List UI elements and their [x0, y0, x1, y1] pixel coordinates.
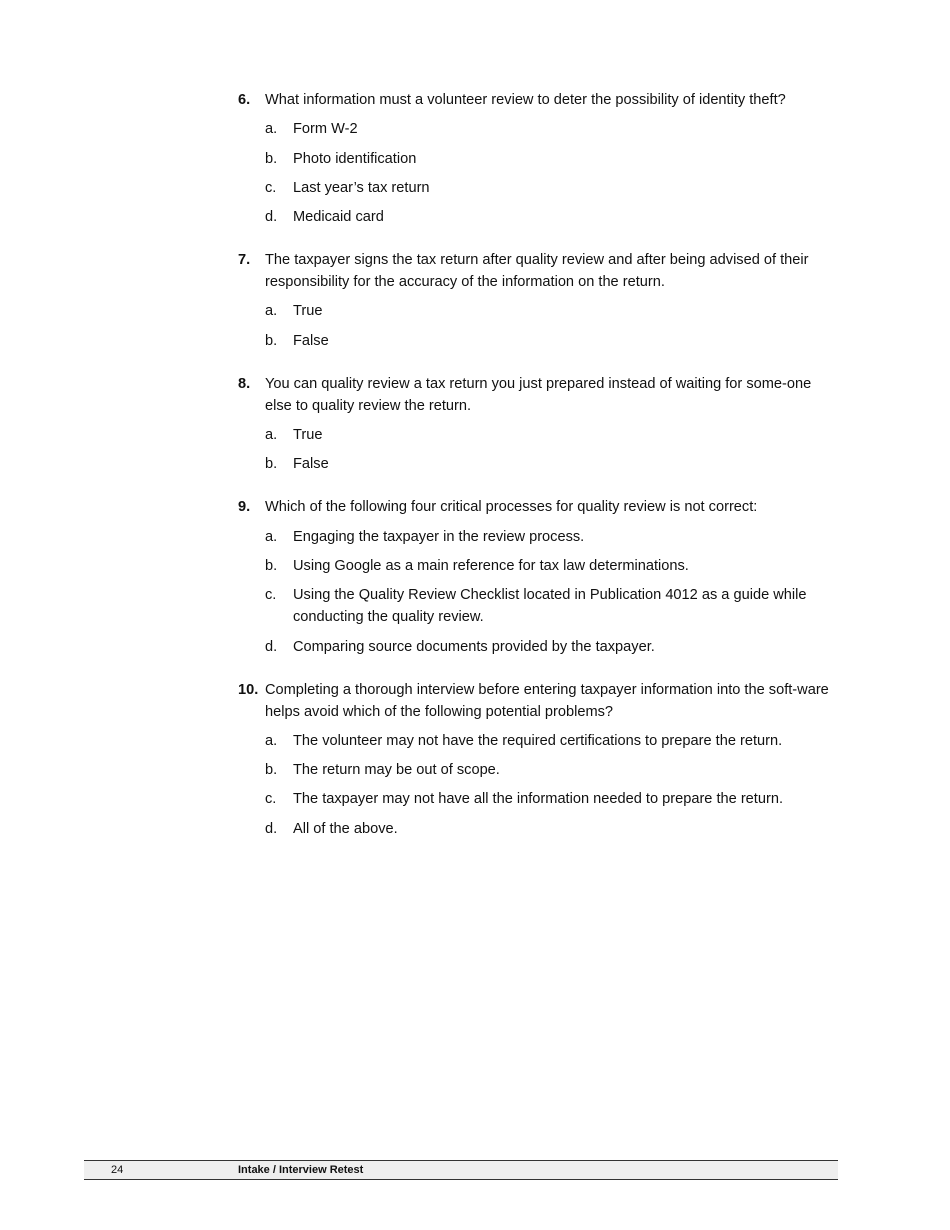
option-text: Medicaid card [293, 209, 384, 226]
answer-option [238, 584, 838, 628]
option-letter: c. [265, 179, 277, 196]
option-text: False [293, 456, 329, 473]
option-text: Using the Quality Review Checklist located in Publication 4012 as a guide while conducting the quality review. [293, 587, 807, 626]
question-6 [238, 89, 838, 228]
option-letter: d. [265, 209, 278, 226]
option-text: True [293, 303, 323, 320]
option-text: Form W-2 [293, 121, 358, 138]
option-letter: b. [265, 762, 278, 779]
question-text: Which of the following four critical processes for quality review is not correct: [265, 499, 758, 516]
question-text: You can quality review a tax return you just prepared instead of waiting for some-one else to quality review the return. [265, 375, 812, 414]
option-letter: a. [265, 427, 278, 444]
option-text: Last year’s tax return [293, 179, 430, 196]
question-number: 10. [238, 681, 259, 698]
option-letter: b. [265, 456, 278, 473]
answer-option [238, 555, 838, 577]
question-number: 8. [238, 375, 251, 392]
answer-option [238, 818, 838, 840]
option-letter: b. [265, 332, 278, 349]
option-letter: a. [265, 121, 278, 138]
option-text: Using Google as a main reference for tax law determinations. [293, 557, 689, 574]
question-8 [238, 373, 838, 476]
option-letter: c. [265, 587, 277, 604]
question-7 [238, 249, 838, 352]
question-text: Completing a thorough interview before entering taxpayer information into the soft-ware helps avoid which of the following potential problems? [265, 681, 829, 720]
question-list [238, 89, 838, 861]
option-text: Engaging the taxpayer in the review process. [293, 528, 585, 545]
option-text: True [293, 427, 323, 444]
section-title: Intake / Interview Retest [238, 1164, 364, 1176]
question-number: 6. [238, 92, 251, 108]
answer-option [238, 526, 838, 548]
option-text: The volunteer may not have the required certifications to prepare the return. [293, 732, 783, 749]
page-number: 24 [111, 1164, 124, 1176]
answer-option [238, 453, 838, 475]
answer-option [238, 636, 838, 658]
option-text: The taxpayer may not have all the information needed to prepare the return. [293, 791, 783, 808]
option-text: All of the above. [293, 820, 398, 837]
option-letter: d. [265, 820, 278, 837]
option-letter: c. [265, 791, 277, 808]
answer-option [238, 424, 838, 446]
answer-option [238, 759, 838, 781]
question-text: The taxpayer signs the tax return after quality review and after being advised of their responsibility for the accuracy of the information on the return. [265, 252, 809, 291]
option-letter: a. [265, 732, 278, 749]
answer-option [238, 206, 838, 228]
answer-option [238, 148, 838, 170]
option-letter: b. [265, 150, 278, 167]
option-letter: a. [265, 303, 278, 320]
question-9 [238, 496, 838, 657]
page-footer [84, 1160, 838, 1180]
question-number: 7. [238, 252, 251, 269]
answer-option [238, 177, 838, 199]
question-text: What information must a volunteer review to deter the possibility of identity theft? [265, 92, 786, 108]
option-text: False [293, 332, 329, 349]
answer-option [238, 300, 838, 322]
option-letter: b. [265, 557, 278, 574]
question-number: 9. [238, 499, 251, 516]
answer-option [238, 118, 838, 140]
question-10 [238, 679, 838, 840]
answer-option [238, 330, 838, 352]
option-letter: d. [265, 638, 278, 655]
option-letter: a. [265, 528, 278, 545]
answer-option [238, 788, 838, 810]
option-text: Comparing source documents provided by the taxpayer. [293, 638, 655, 655]
option-text: The return may be out of scope. [293, 762, 500, 779]
answer-option [238, 730, 838, 752]
option-text: Photo identification [293, 150, 417, 167]
